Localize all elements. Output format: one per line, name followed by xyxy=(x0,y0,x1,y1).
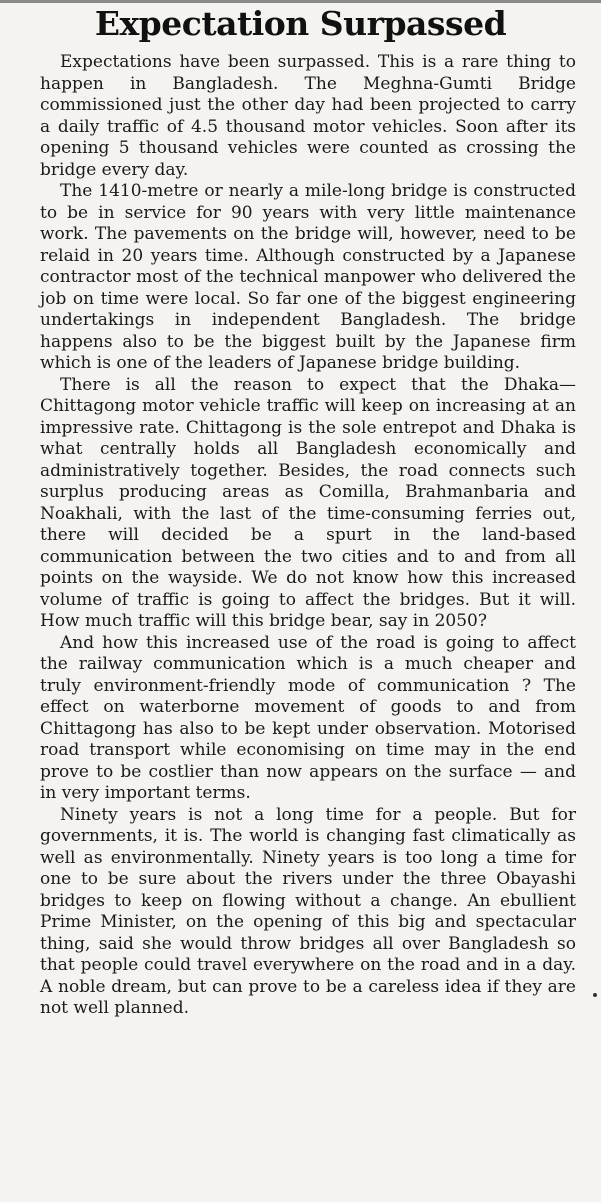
print-speck xyxy=(593,993,597,997)
paragraph-2: The 1410-metre or nearly a mile-long bridge is constructed to be in service for 90 years with very little maintenance work. The pavements on the bridge will, however, need to be relaid in 20 years time. Although constructed by a Japanese contractor most of the technical manpower who delivered the job on time were local. So far one of the biggest engineering undertakings in independent Bangladesh. The bridge happens also to be the biggest built by the Japanese firm which is one of the leaders of Japanese bridge building. xyxy=(40,181,576,373)
headline: Expectation Surpassed xyxy=(94,4,507,43)
top-rule xyxy=(0,0,601,3)
paragraph-3: There is all the reason to expect that the Dhaka—Chittagong motor vehicle traffic will keep on increasing at an impressive rate. Chittagong is the sole entrepot and Dhaka is what centrally holds all Bangladesh economically and administratively together. Besides, the road connects such surplus producing areas as Comilla, Brahmanbaria and Noakhali, with the last of the time-consuming ferries out, there will decided be a spurt in the land-based communication between the two cities and to and from all points on the wayside. We do not know how this increased volume of traffic is going to affect the bridges. But it will. How much traffic will this bridge bear, say in 2050? xyxy=(40,374,576,631)
paragraph-1: Expectations have been surpassed. This is a rare thing to happen in Bangladesh. The Meghna-Gumti Bridge commissioned just the other day had been projected to carry a daily traffic of 4.5 thousand motor vehicles. Soon after its opening 5 thousand vehicles were counted as crossing the bridge every day. xyxy=(40,52,576,180)
paragraph-4: And how this increased use of the road is going to affect the railway communication which is a much cheaper and truly environment-friendly mode of communication ? The effect on waterborne movement of goods to and from Chittagong has also to be kept under observation. Motorised road transport while economising on time may in the end prove to be costlier than now appears on the surface — and in very important terms. xyxy=(40,632,576,803)
article-body xyxy=(40,52,576,1020)
paragraph-5: Ninety years is not a long time for a people. But for governments, it is. The world is changing fast climatically as well as environmentally. Ninety years is too long a time for one to be sure about the rivers under the three Obayashi bridges to keep on flowing without a change. An ebullient Prime Minister, on the opening of this big and spectacular thing, said she would throw bridges all over Bangladesh so that people could travel everywhere on the road and in a day. A noble dream, but can prove to be a careless idea if they are not well planned. xyxy=(40,804,576,1018)
